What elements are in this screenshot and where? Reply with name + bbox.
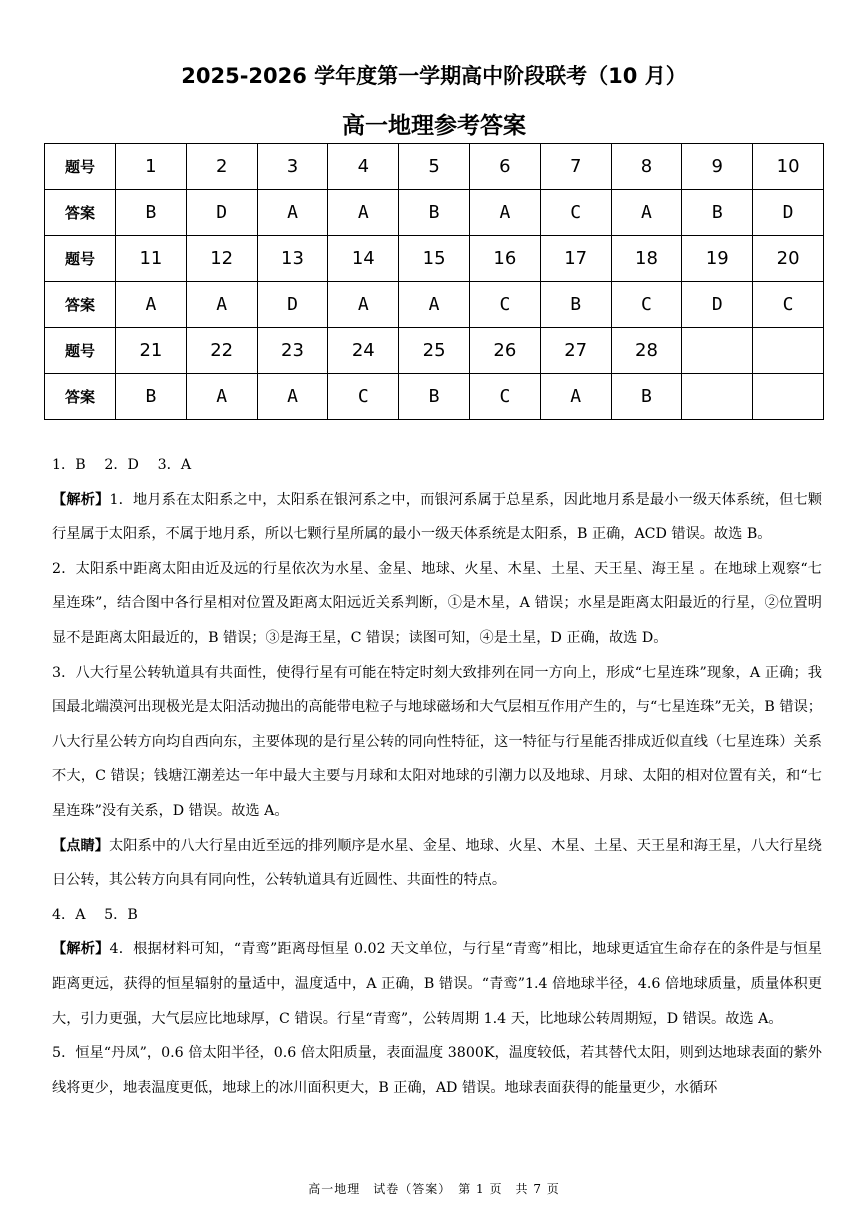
answer-letter: A [116,282,187,328]
answer-letter: D [682,282,753,328]
question-number: 9 [682,144,753,190]
answer-letter: B [116,374,187,420]
answer-table [44,143,824,420]
answer-letter: C [469,374,540,420]
answer-letter: B [611,374,682,420]
empty-cell [753,328,824,374]
question-number: 17 [540,236,611,282]
answer-letter: A [328,282,399,328]
explanation-q1 [52,483,822,552]
row-label-answer: 答案 [45,374,116,420]
answer-letter: B [682,190,753,236]
answer-letter: C [540,190,611,236]
answer-letter: D [186,190,257,236]
answer-letter: D [257,282,328,328]
question-number: 20 [753,236,824,282]
question-row-2 [45,236,824,282]
answer-letter: A [399,282,470,328]
explanation-q5: 5．恒星“丹凤”，0.6 倍太阳半径，0.6 倍太阳质量，表面温度 3800K，温度较低，若其替代太阳，则到达地球表面的紫外线将更少，地表温度更低，地球上的冰川面积更大，B 正确，AD 错误。地球表面获得的能量更少，水循环 [52,1045,822,1096]
answer-letter: C [753,282,824,328]
page-footer: 高一地理 试卷（答案） 第 1 页 共 7 页 [308,1182,560,1196]
question-number: 21 [116,328,187,374]
question-number: 8 [611,144,682,190]
row-label-question: 题号 [45,328,116,374]
empty-cell [753,374,824,420]
answer-key-subtitle: 高一地理参考答案 [342,113,526,139]
group-2-answers: 4．A 5．B [52,906,138,923]
question-number: 7 [540,144,611,190]
answer-letter: A [469,190,540,236]
answer-letter: A [186,374,257,420]
answer-letter: C [611,282,682,328]
question-number: 13 [257,236,328,282]
question-number: 12 [186,236,257,282]
question-number: 4 [328,144,399,190]
question-number: 3 [257,144,328,190]
row-label-answer: 答案 [45,190,116,236]
explanation-q1-text: 1．地月系在太阳系之中，太阳系在银河系之中，而银河系属于总星系，因此地月系是最小一级天体系统，但七颗行星属于太阳系，不属于地月系，所以七颗行星所属的最小一级天体系统是太阳系，B 正确，ACD 错误。故选 B。 [52,491,822,543]
question-number: 16 [469,236,540,282]
answer-letter: A [540,374,611,420]
answer-letter: A [328,190,399,236]
question-number: 15 [399,236,470,282]
question-row-1 [45,144,824,190]
answer-letter: B [116,190,187,236]
answer-letter: A [186,282,257,328]
question-number: 6 [469,144,540,190]
group-1-answers: 1．B 2．D 3．A [52,457,192,473]
explanation-q4 [52,932,822,1036]
question-number: 19 [682,236,753,282]
question-number: 23 [257,328,328,374]
answer-letter: C [328,374,399,420]
row-label-question: 题号 [45,144,116,190]
question-number: 26 [469,328,540,374]
question-number: 10 [753,144,824,190]
answer-row-1 [45,190,824,236]
question-number: 14 [328,236,399,282]
question-number: 5 [399,144,470,190]
answer-letter: B [399,374,470,420]
question-number: 27 [540,328,611,374]
question-number: 28 [611,328,682,374]
answer-letter: D [753,190,824,236]
row-label-answer: 答案 [45,282,116,328]
question-number: 2 [186,144,257,190]
tip-text: 太阳系中的八大行星由近至远的排列顺序是水星、金星、地球、火星、木星、土星、天王星和海王星，八大行星绕日公转，其公转方向具有同向性，公转轨道具有近圆性、共面性的特点。 [52,837,822,889]
question-number: 11 [116,236,187,282]
exam-title: 2025-2026 学年度第一学期高中阶段联考（10 月） [181,64,687,88]
question-row-3 [45,328,824,374]
question-number: 25 [399,328,470,374]
answer-letter: C [469,282,540,328]
empty-cell [682,328,753,374]
question-number: 22 [186,328,257,374]
answer-row-2 [45,282,824,328]
answer-letter: A [257,190,328,236]
explanation-body [52,448,822,1105]
tip-tag: 【点睛】 [52,837,110,854]
answer-letter: B [540,282,611,328]
explanation-q4-text: 4．根据材料可知，“青鸾”距离母恒星 0.02 天文单位，与行星“青鸾”相比，地球更适宜生命存在的条件是与恒星距离更远，获得的恒星辐射的量适中，温度适中，A 正确，B 错误。“青鸾”1.4 倍地球半径，4.6 倍地球质量，质量体积更大，引力更强，大气层应比地球厚，C 错误。行星“青鸾”，公转周期 1.4 天，比地球公转周期短，D 错误。故选 A。 [52,941,822,1027]
row-label-question: 题号 [45,236,116,282]
explanation-q2: 2．太阳系中距离太阳由近及远的行星依次为水星、金星、地球、火星、木星、土星、天王星、海王星 。在地球上观察“七星连珠”，结合图中各行星相对位置及距离太阳远近关系判断，①是木星，A 错误；水星是距离太阳最近的行星，②位置明显不是距离太阳最近的，B 错误；③是海王星，C 错误；读图可知，④是土星，D 正确，故选 D。 [52,560,822,646]
analysis-tag: 【解析】 [52,491,110,508]
question-number: 24 [328,328,399,374]
answer-letter: B [399,190,470,236]
explanation-q3: 3．八大行星公转轨道具有共面性，使得行星有可能在特定时刻大致排列在同一方向上，形成“七星连珠”现象，A 正确；我国最北端漠河出现极光是太阳活动抛出的高能带电粒子与地球磁场和大气层相互作用产生的，与“七星连珠”无关，B 错误；八大行星公转方向均自西向东，主要体现的是行星公转的同向性特征，这一特征与行星能否排成近似直线（七星连珠）关系不大，C 错误；钱塘江潮差达一年中最大主要与月球和太阳对地球的引潮力以及地球、月球、太阳的相对位置有关，和“七星连珠”没有关系，D 错误。故选 A。 [52,664,822,819]
answer-row-3 [45,374,824,420]
answer-letter: A [257,374,328,420]
answer-letter: A [611,190,682,236]
analysis-tag: 【解析】 [52,941,110,958]
question-number: 1 [116,144,187,190]
empty-cell [682,374,753,420]
question-number: 18 [611,236,682,282]
tip-paragraph [52,829,822,898]
